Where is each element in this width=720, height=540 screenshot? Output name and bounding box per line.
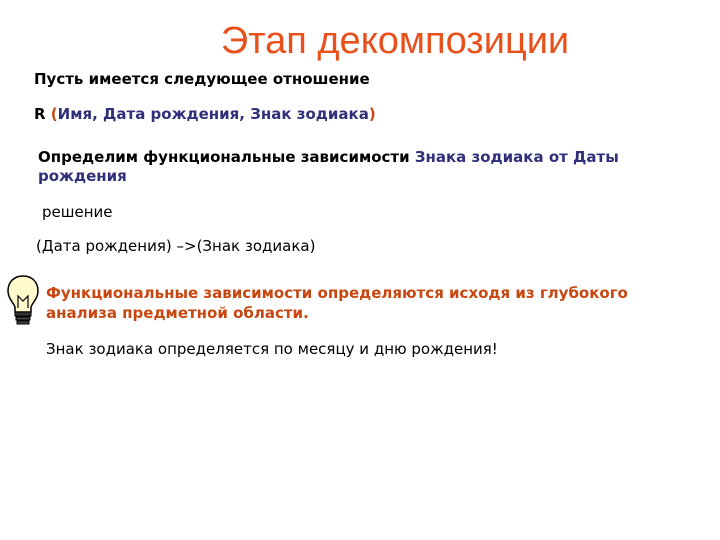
fd-line xyxy=(36,237,315,255)
fd-arrow: –> xyxy=(176,237,197,255)
intro-text: Пусть имеется следующее отношение xyxy=(34,70,370,88)
note-line-1: Функциональные зависимости определяются исходя из глубокого xyxy=(46,284,628,302)
task-rest: Знака зодиака от Даты xyxy=(414,148,619,166)
lightbulb-icon xyxy=(6,274,40,332)
fd-lhs: (Дата рождения) xyxy=(36,237,172,255)
fd-rhs: (Знак зодиака) xyxy=(196,237,316,255)
explanation-text: Знак зодиака определяется по месяцу и дню рождения! xyxy=(46,340,498,358)
relation-close-paren: ) xyxy=(368,105,376,123)
task-line-2: рождения xyxy=(38,167,127,185)
relation-name: R xyxy=(34,105,46,123)
note-line-2: анализа предметной области. xyxy=(46,304,309,322)
task-prefix: Определим функциональные зависимости xyxy=(38,148,410,166)
relation-open-paren: ( xyxy=(50,105,58,123)
relation-line xyxy=(34,105,376,123)
solution-label: решение xyxy=(42,203,113,221)
relation-attributes: Имя, Дата рождения, Знак зодиака xyxy=(57,105,369,123)
task-line-1 xyxy=(38,148,619,166)
page-title: Этап декомпозиции xyxy=(220,20,570,62)
